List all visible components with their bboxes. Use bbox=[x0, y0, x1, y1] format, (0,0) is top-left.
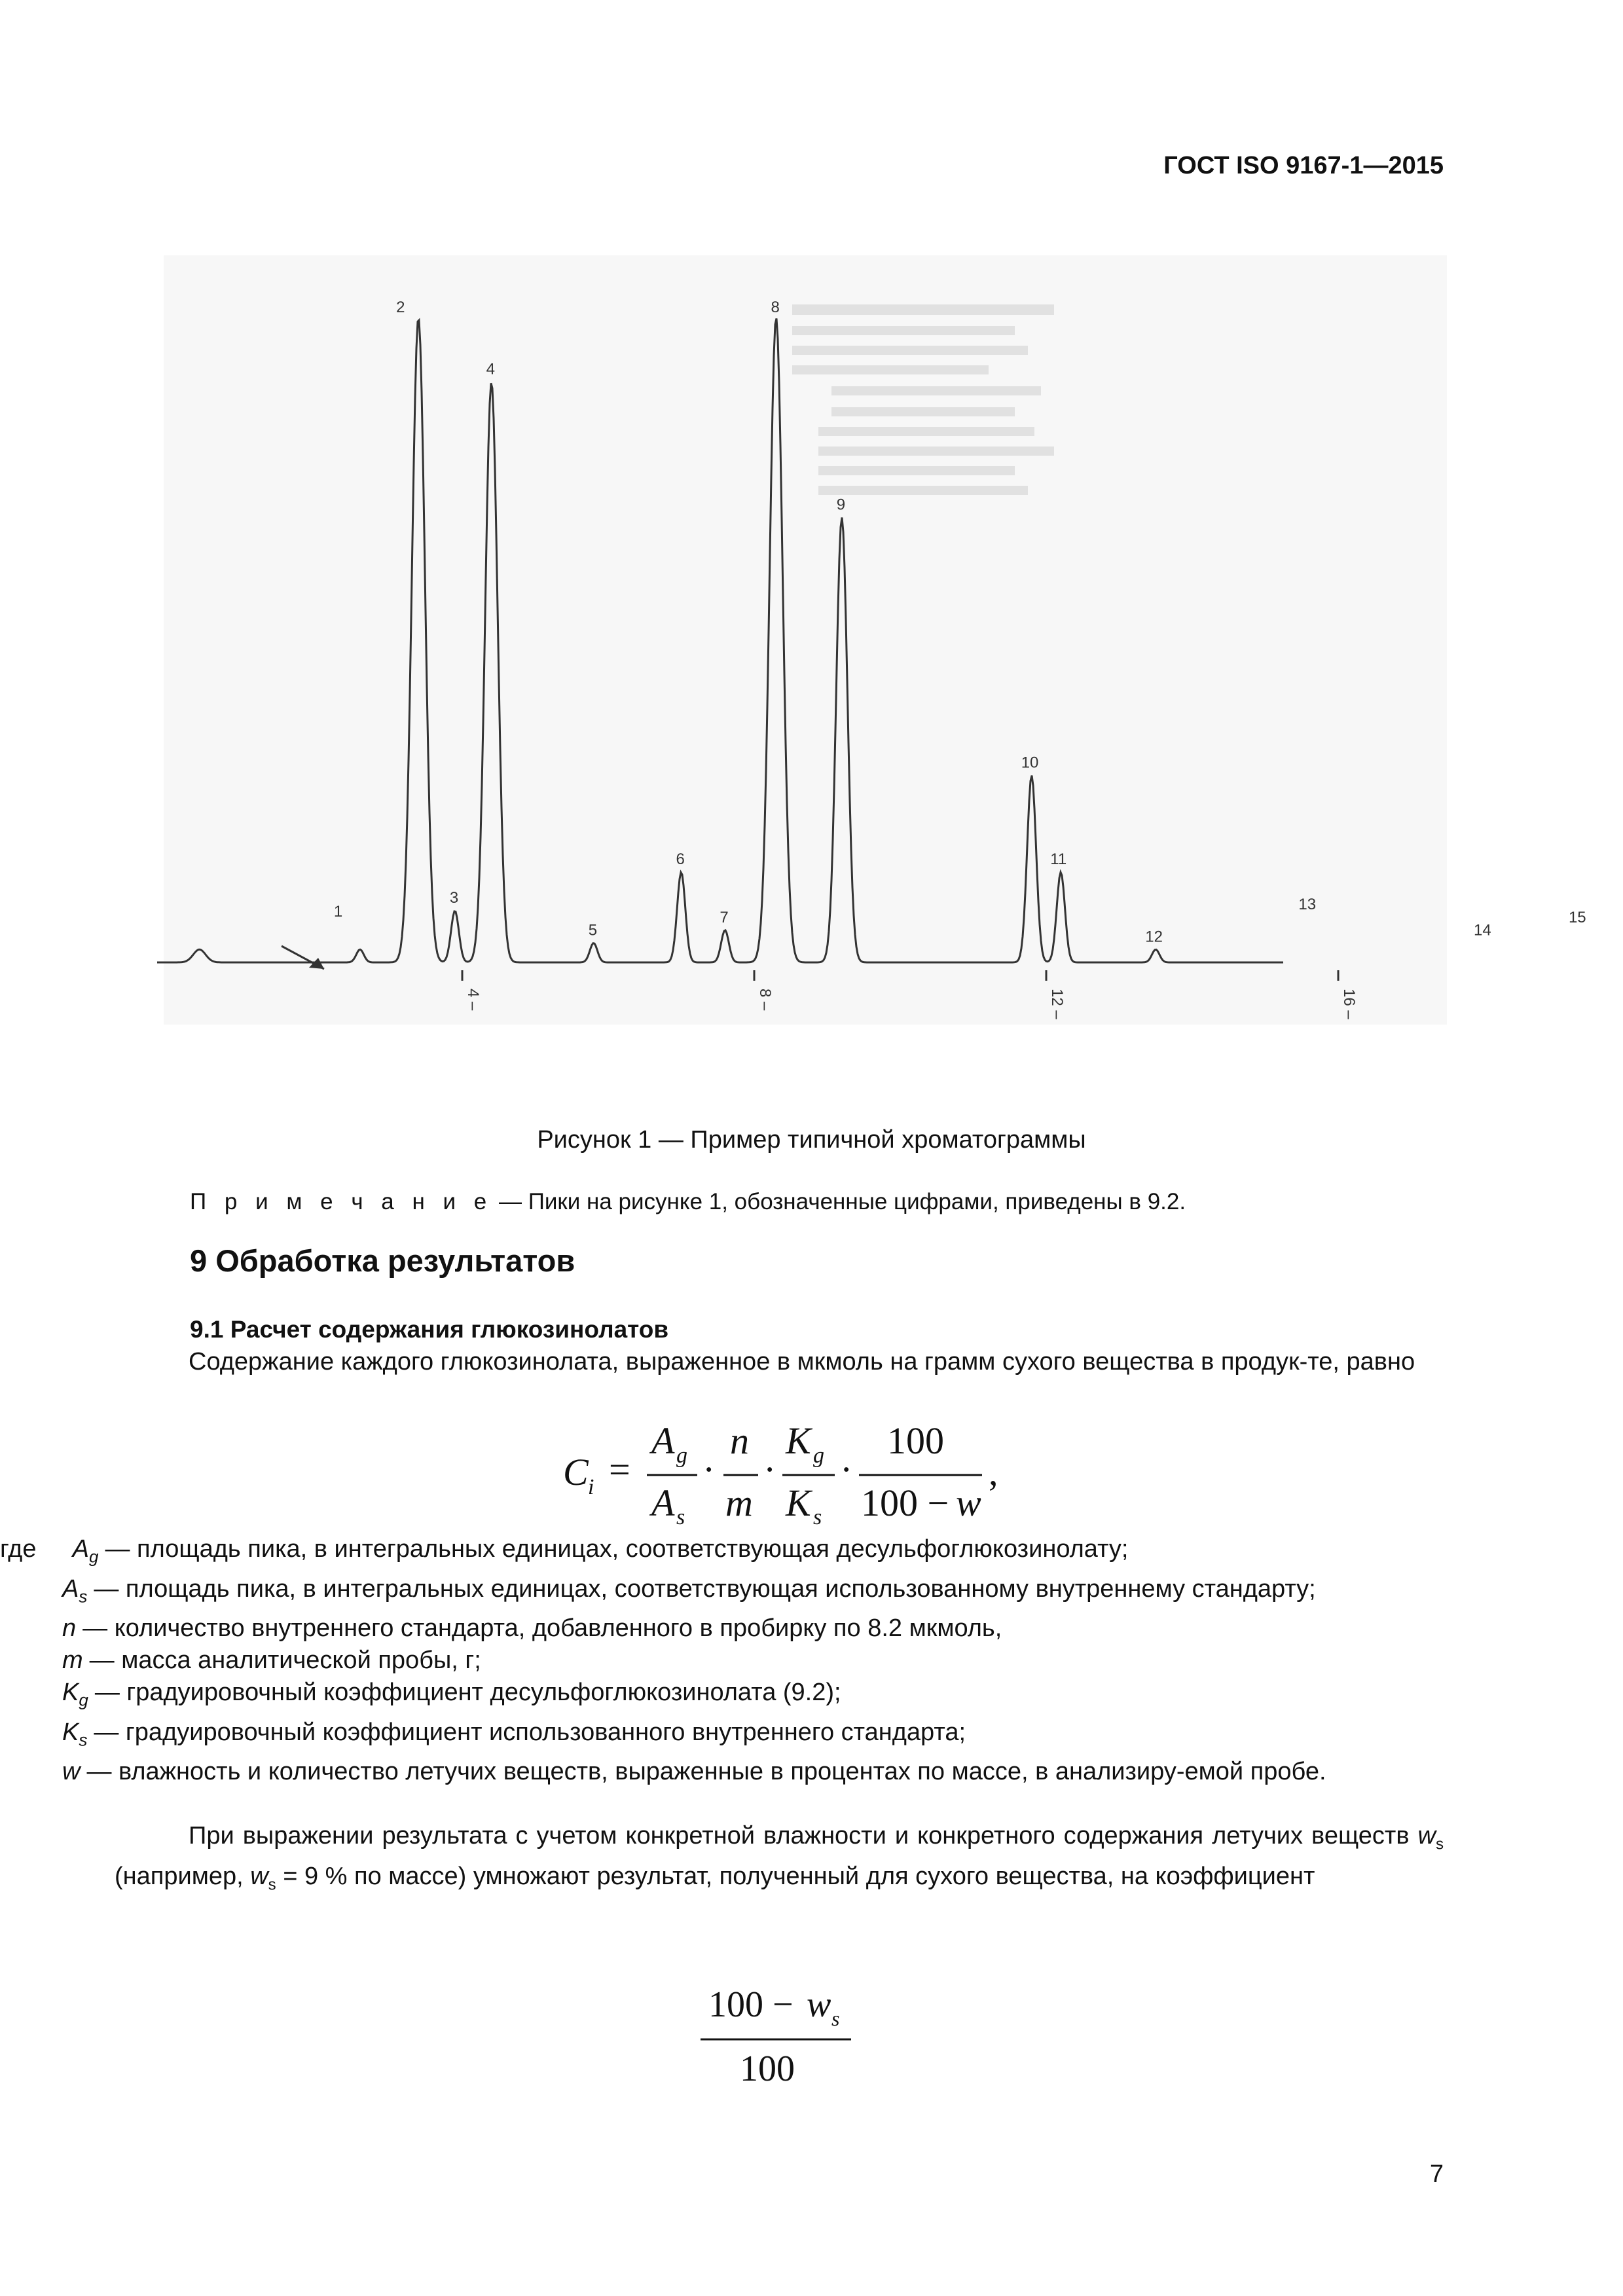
paragraph-text: = 9 % по массе) умножают результат, полученный для сухого вещества, на коэффициент bbox=[276, 1862, 1315, 1890]
definition-text: — градуировочный коэффициент десульфоглюкозинолата (9.2); bbox=[94, 1679, 841, 1707]
peak-label: 1 bbox=[333, 903, 343, 920]
peak-label: 3 bbox=[449, 889, 459, 907]
svg-text:·: · bbox=[840, 1448, 853, 1491]
peak-label: 10 bbox=[1021, 754, 1039, 772]
definition-lead: где bbox=[0, 1535, 37, 1563]
svg-text:·: · bbox=[763, 1448, 776, 1491]
definitions-list bbox=[0, 1533, 1391, 1788]
definition-symbol: m bbox=[62, 1647, 83, 1675]
peak-label: 13 bbox=[1298, 896, 1317, 914]
definition-text: — градуировочный коэффициент использованного внутреннего стандарта; bbox=[94, 1718, 966, 1746]
svg-text:100 −: 100 − bbox=[708, 1984, 793, 2025]
svg-text:100: 100 bbox=[740, 2049, 795, 2089]
coefficient-formula bbox=[694, 1971, 864, 2095]
definition-symbol: n bbox=[62, 1614, 77, 1643]
svg-text:100 −: 100 − bbox=[861, 1482, 949, 1524]
definition-symbol: $K_s$ bbox=[62, 1718, 88, 1750]
time-axis-ticks bbox=[462, 970, 1623, 1019]
peak-label: 12 bbox=[1145, 928, 1163, 946]
definition-symbol: $A_g$ bbox=[72, 1535, 99, 1567]
section-title: 9 Обработка результатов bbox=[190, 1243, 575, 1278]
paragraph-text: (например, bbox=[115, 1862, 251, 1890]
chromatogram-trace bbox=[157, 319, 1283, 963]
subsection-title: 9.1 Расчет содержания глюкозинолатов bbox=[190, 1316, 669, 1343]
svg-text:,: , bbox=[989, 1451, 998, 1493]
svg-text:g: g bbox=[676, 1444, 687, 1468]
intro-paragraph: Содержание каждого глюкозинолата, выраженное в мкмоль на грамм сухого вещества в продук-те, равно bbox=[189, 1348, 1415, 1376]
definition-text: — площадь пика, в интегральных единицах, соответствующая десульфоглюкозинолату; bbox=[105, 1535, 1129, 1563]
definition-item bbox=[0, 1573, 1391, 1613]
svg-text:n: n bbox=[730, 1419, 749, 1462]
definition-text: — площадь пика, в интегральных единицах, соответствующая использованному внутреннему стандарту; bbox=[94, 1575, 1316, 1603]
definition-item bbox=[0, 1613, 1391, 1645]
svg-text:·: · bbox=[702, 1448, 716, 1491]
legend-smudge bbox=[792, 304, 1054, 495]
symbol-ws-sub: s bbox=[1436, 1835, 1444, 1853]
peak-label: 2 bbox=[396, 299, 405, 316]
svg-text:K: K bbox=[786, 1482, 811, 1524]
tick-label: 12 – bbox=[1048, 989, 1066, 1019]
definition-item bbox=[0, 1533, 1329, 1573]
peak-label: 5 bbox=[588, 921, 598, 939]
svg-text:s: s bbox=[813, 1505, 822, 1529]
definition-item bbox=[0, 1717, 1391, 1757]
paragraph-text: При выражении результата с учетом конкретной влажности и конкретного содержания летучих веществ bbox=[189, 1822, 1418, 1850]
svg-text:100: 100 bbox=[887, 1419, 944, 1462]
svg-text:A: A bbox=[651, 1419, 675, 1462]
symbol-ws: w bbox=[250, 1862, 268, 1890]
definition-text: — влажность и количество летучих веществ, выраженные в процентах по массе, в анализиру-емой пробе. bbox=[86, 1758, 1326, 1786]
peak-label: 9 bbox=[836, 496, 846, 514]
svg-text:m: m bbox=[725, 1482, 753, 1524]
paragraph-moisture bbox=[115, 1820, 1444, 1901]
symbol-ws-sub: s bbox=[268, 1876, 276, 1894]
definition-item bbox=[0, 1756, 1391, 1788]
figure-note bbox=[190, 1189, 1186, 1215]
svg-text:w: w bbox=[956, 1482, 981, 1524]
document-header: ГОСТ ISO 9167-1—2015 bbox=[1163, 152, 1444, 179]
svg-text:A: A bbox=[651, 1482, 675, 1524]
tick-label: 4 – bbox=[464, 989, 482, 1011]
page-number: 7 bbox=[1429, 2160, 1444, 2188]
svg-text:i: i bbox=[588, 1475, 594, 1499]
tick-label: 16 – bbox=[1340, 989, 1358, 1019]
svg-text:g: g bbox=[813, 1444, 824, 1468]
peak-label: 11 bbox=[1050, 850, 1067, 869]
definition-text: — масса аналитической пробы, г; bbox=[89, 1647, 481, 1675]
definition-text: — количество внутреннего стандарта, добавленного в пробирку по 8.2 мкмоль, bbox=[82, 1614, 1002, 1643]
svg-text:s: s bbox=[831, 2007, 840, 2030]
definition-item bbox=[0, 1677, 1391, 1717]
chromatogram bbox=[164, 255, 1586, 1025]
svg-text:C: C bbox=[563, 1451, 589, 1493]
peak-labels bbox=[334, 299, 1586, 945]
peak-label: 7 bbox=[720, 908, 729, 926]
peak-label: 8 bbox=[771, 299, 780, 316]
figure-caption: Рисунок 1 — Пример типичной хроматограммы bbox=[537, 1126, 1086, 1154]
symbol-ws: w bbox=[1417, 1822, 1436, 1850]
svg-text:K: K bbox=[786, 1419, 811, 1462]
note-text: — Пики на рисунке 1, обозначенные цифрами, приведены в 9.2. bbox=[492, 1189, 1186, 1214]
definition-item bbox=[0, 1645, 1391, 1677]
definition-symbol: $A_s$ bbox=[62, 1575, 88, 1607]
note-label: П р и м е ч а н и е bbox=[190, 1189, 493, 1214]
peak-label: 6 bbox=[676, 850, 685, 869]
definition-symbol: $K_g$ bbox=[62, 1679, 88, 1710]
peak-label: 4 bbox=[486, 360, 495, 378]
svg-text:w: w bbox=[807, 1984, 831, 2025]
definition-symbol: w bbox=[62, 1758, 81, 1786]
main-formula bbox=[556, 1408, 1067, 1532]
peak-label: 15 bbox=[1568, 908, 1586, 926]
svg-text:s: s bbox=[676, 1505, 685, 1529]
svg-text:=: = bbox=[609, 1448, 630, 1491]
tick-label: 8 – bbox=[756, 989, 774, 1011]
peak-label: 14 bbox=[1474, 921, 1491, 939]
